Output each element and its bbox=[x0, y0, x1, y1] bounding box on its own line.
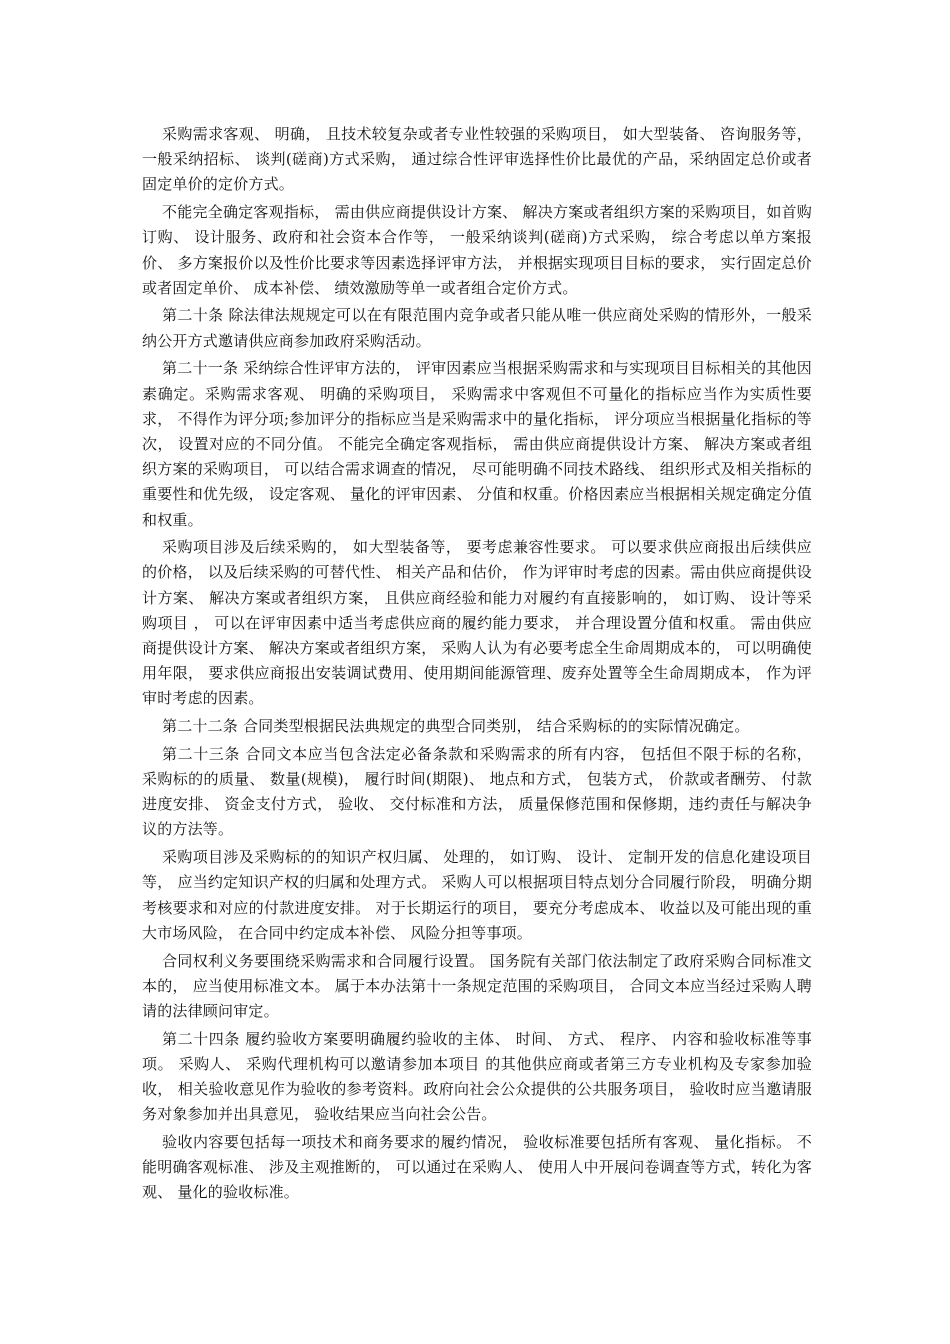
paragraph-acceptance-content: 验收内容要包括每一项技术和商务要求的履约情况， 验收标准要包括所有客观、 量化指标。 不能明确客观标准、 涉及主观推断的， 可以通过在采购人、 使用人中开展问卷调查等方式，转化为客观、 量化的验收标准。 bbox=[142, 1132, 812, 1202]
document-body bbox=[142, 122, 812, 1208]
paragraph-intellectual-property: 采购项目涉及采购标的的知识产权归属、 处理的， 如订购、 设计、 定制开发的信息化建设项目等， 应当约定知识产权的归属和处理方式。 采购人可以根据项目特点划分合同履行阶段， 明确分期考核要求和对应的付款进度安排。 对于长期运行的项目， 要充分考虑成本、 收益以及可能出现的重大市场风险， 在合同中约定成本补偿、 风险分担等事项。 bbox=[142, 848, 812, 942]
paragraph-design-solutions: 不能完全确定客观指标， 需由供应商提供设计方案、 解决方案或者组织方案的采购项目，如首购订购、 设计服务、政府和社会资本合作等， 一般采纳谈判(磋商)方式采购， 综合考虑以单方案报价、 多方案报价以及性价比要求等因素选择评审方法， 并根据实现项目目标的要求， 实行固定总价或者固定单价、 成本补偿、 绩效激励等单一或者组合定价方式。 bbox=[142, 203, 812, 297]
paragraph-article-23: 第二十三条 合同文本应当包含法定必备条款和采购需求的所有内容， 包括但不限于标的名称， 采购标的的质量、 数量(规模)， 履行时间(期限)、 地点和方式， 包装方式， 价款或者酬劳、 付款进度安排、 资金支付方式， 验收、 交付标准和方法， 质量保修范围和保修期，违约责任与解决争议的方法等。 bbox=[142, 744, 812, 839]
paragraph-article-20: 第二十条 除法律法规规定可以在有限范围内竞争或者只能从唯一供应商处采购的情形外，一般采纳公开方式邀请供应商参加政府采购活动。 bbox=[142, 306, 812, 350]
paragraph-article-21: 第二十一条 采纳综合性评审方法的， 评审因素应当根据采购需求和与实现项目目标相关的其他因素确定。采购需求客观、 明确的采购项目， 采购需求中客观但不可量化的指标应当作为实质性要求， 不得作为评分项;参加评分的指标应当是采购需求中的量化指标， 评分项应当根据量化指标的等次， 设置对应的不同分值。 不能完全确定客观指标， 需由供应商提供设计方案、 解决方案或者组织方案的采购项目， 可以结合需求调查的情况， 尽可能明确不同技术路线、 组织形式及相关指标的重要性和优先级， 设定客观、 量化的评审因素、 分值和权重。价格因素应当根据相关规定确定分值和权重。 bbox=[142, 359, 812, 529]
paragraph-article-24: 第二十四条 履约验收方案要明确履约验收的主体、 时间、 方式、 程序、 内容和验收标准等事项。 采购人、 采购代理机构可以邀请参加本项目 的其他供应商或者第三方专业机构及专家参加验收， 相关验收意见作为验收的参考资料。政府向社会公众提供的公共服务项目， 验收时应当邀请服务对象参加并出具意见， 验收结果应当向社会公告。 bbox=[142, 1029, 812, 1124]
paragraph-contract-rights: 合同权利义务要围绕采购需求和合同履行设置。 国务院有关部门依法制定了政府采购合同标准文本的， 应当使用标准文本。 属于本办法第十一条规定范围的采购项目， 合同文本应当经过采购人聘请的法律顾问审定。 bbox=[142, 951, 812, 1020]
paragraph-follow-up-procurement: 采购项目涉及后续采购的， 如大型装备等， 要考虑兼容性要求。 可以要求供应商报出后续供应的价格， 以及后续采购的可替代性、 相关产品和估价， 作为评审时考虑的因素。需由供应商提供设计方案、 解决方案或者组织方案， 且供应商经验和能力对履约有直接影响的， 如订购、 设计等采购项目 ， 可以在评审因素中适当考虑供应商的履约能力要求， 并合理设置分值和权重。 需由供应商提供设计方案、 解决方案或者组织方案， 采购人认为有必要考虑全生命周期成本的， 可以明确使用年限， 要求供应商报出安装调试费用、使用期间能源管理、废弃处置等全生命周期成本， 作为评审时考虑的因素。 bbox=[142, 538, 812, 708]
paragraph-article-22: 第二十二条 合同类型根据民法典规定的典型合同类别， 结合采购标的的实际情况确定。 bbox=[162, 717, 750, 736]
paragraph-clear-requirements: 采购需求客观、 明确， 且技术较复杂或者专业性较强的采购项目， 如大型装备、 咨询服务等， 一般采纳招标、 谈判(磋商)方式采购， 通过综合性评审选择性价比最优的产品，采纳固定总价或者固定单价的定价方式。 bbox=[142, 125, 812, 194]
